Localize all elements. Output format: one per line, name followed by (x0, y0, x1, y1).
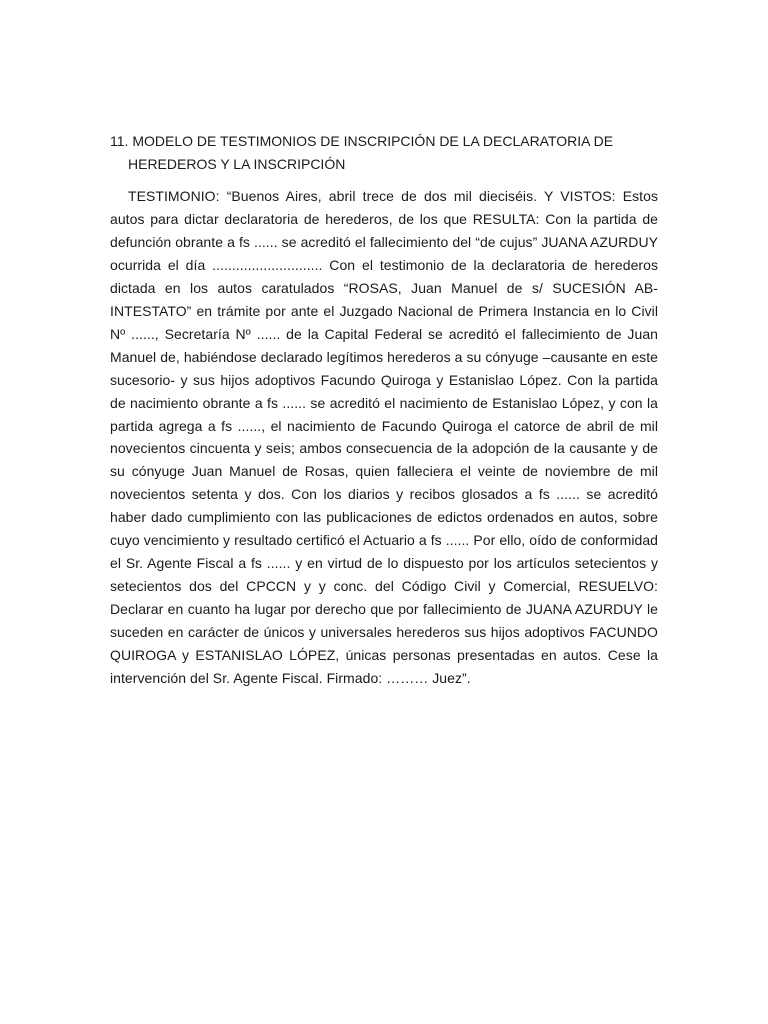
section-heading (110, 130, 658, 176)
document-page (110, 130, 658, 690)
heading-line-2: HEREDEROS Y LA INSCRIPCIÓN (128, 156, 346, 172)
heading-line-1: 11. MODELO DE TESTIMONIOS DE INSCRIPCIÓN DE LA DECLARATORIA DE (110, 133, 614, 149)
testimonio-paragraph: TESTIMONIO: “Buenos Aires, abril trece de dos mil dieciséis. Y VISTOS: Estos autos para dictar declaratoria de herederos, de los que RESULTA: Con la partida de defunción obrante a fs ...... se acreditó el fallecimiento del “de cujus” JUANA AZURDUY ocurrida el día ............................ Con el testimonio de la declaratoria de herederos dictada en los autos caratulados “ROSAS, Juan Manuel de s/ SUCESIÓN AB-INTESTATO” en trámite por ante el Juzgado Nacional de Primera Instancia en lo Civil Nº ......, Secretaría Nº ...... de la Capital Federal se acreditó el fallecimiento de Juan Manuel de, habiéndose declarado legítimos herederos a su cónyuge –causante en este sucesorio- y sus hijos adoptivos Facundo Quiroga y Estanislao López. Con la partida de nacimiento obrante a fs ...... se acreditó el nacimiento de Estanislao López, y con la partida agrega a fs ......, el nacimiento de Facundo Quiroga el catorce de abril de mil novecientos cincuenta y seis; ambos consecuencia de la adopción de la causante y de su cónyuge Juan Manuel de Rosas, quien falleciera el veinte de noviembre de mil novecientos setenta y dos. Con los diarios y recibos glosados a fs ...... se acreditó haber dado cumplimiento con las publicaciones de edictos ordenados en autos, sobre cuyo vencimiento y resultado certificó el Actuario a fs ...... Por ello, oído de conformidad el Sr. Agente Fiscal a fs ...... y en virtud de lo dispuesto por los artículos setecientos y setecientos dos del CPCCN y y conc. del Código Civil y Comercial, RESUELVO: Declarar en cuanto ha lugar por derecho que por fallecimiento de JUANA AZURDUY le suceden en carácter de únicos y universales herederos sus hijos adoptivos FACUNDO QUIROGA y ESTANISLAO LÓPEZ, únicas personas presentadas en autos. Cese la intervención del Sr. Agente Fiscal. Firmado: ……… Juez”. (110, 188, 658, 687)
